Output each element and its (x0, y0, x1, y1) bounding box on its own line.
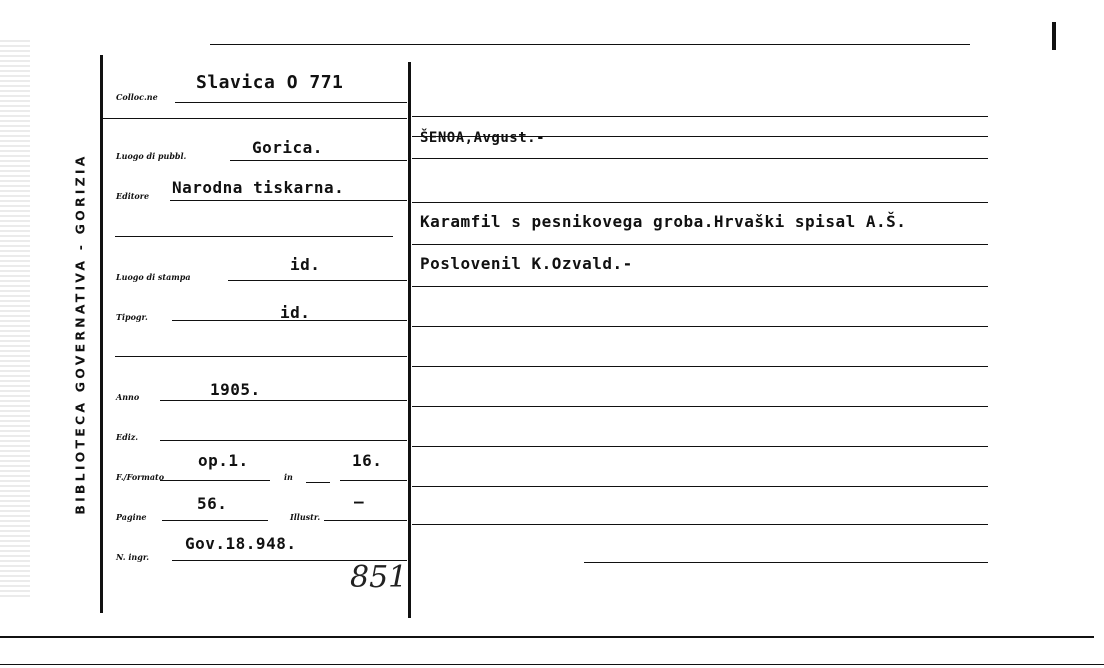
editore-label: Editore (116, 191, 150, 201)
n-ingr-value: Gov.18.948. (185, 534, 297, 553)
rule-editore (170, 200, 407, 201)
title-line-1: Karamfil s pesnikovega groba.Hrvaški spisal A.Š. (420, 212, 907, 231)
formato-value: op.1. (198, 451, 249, 470)
author: ŠENOA,Avgust.- (420, 130, 546, 146)
rule-formato-in (306, 482, 330, 483)
formato-in-value: 16. (352, 451, 383, 470)
bottom-edge-line (0, 664, 1104, 665)
scan-edge-shadow (0, 40, 30, 600)
collocazione-label: Colloc.ne (116, 92, 158, 102)
editore-value: Narodna tiskarna. (172, 178, 345, 197)
top-line (210, 44, 970, 45)
luogo-stampa-label: Luogo di stampa (116, 272, 191, 282)
rule-tipogr (172, 320, 407, 321)
rule-right-10 (412, 446, 988, 447)
rule-pagine (162, 520, 268, 521)
rule-right-8 (412, 366, 988, 367)
rule-right-2 (412, 136, 988, 137)
formato-label: F./Formato (116, 472, 165, 482)
illustr-value: — (354, 492, 365, 511)
rule-right-11 (412, 486, 988, 487)
n-ingr-label: N. ingr. (116, 552, 150, 562)
rule-right-6 (412, 286, 988, 287)
bottom-line (0, 636, 1094, 638)
handwritten-number: 851 (350, 560, 408, 595)
luogo-pubbl-value: Gorica. (252, 138, 323, 157)
library-stamp-text: BIBLIOTECA GOVERNATIVA - GORIZIA (72, 153, 88, 515)
title-line-2: Poslovenil K.Ozvald.- (420, 254, 633, 273)
rule-ediz (160, 440, 407, 441)
anno-value: 1905. (210, 380, 261, 399)
tipogr-label: Tipogr. (116, 312, 148, 322)
luogo-pubbl-label: Luogo di pubbl. (116, 151, 187, 161)
left-column-line (100, 55, 103, 613)
rule-anno (160, 400, 407, 401)
middle-column-line (408, 62, 411, 618)
luogo-stampa-value: id. (290, 255, 321, 274)
pagine-label: Pagine (116, 512, 147, 522)
anno-label: Anno (116, 392, 140, 402)
pagine-value: 56. (197, 494, 228, 513)
rule-right-5 (412, 244, 988, 245)
right-edge-mark (1052, 22, 1056, 50)
rule-tipogr-b (115, 356, 407, 357)
rule-right-12 (412, 524, 988, 525)
illustr-label: Illustr. (290, 512, 321, 522)
rule-right-1 (412, 116, 988, 117)
rule-collocazione (175, 102, 407, 103)
rule-right-3 (412, 158, 988, 159)
rule-collocazione-b (103, 118, 407, 119)
rule-formato-in-b (340, 480, 407, 481)
rule-luogo-pubbl (230, 160, 407, 161)
rule-illustr (324, 520, 407, 521)
ediz-label: Ediz. (116, 432, 139, 442)
collocazione-value: Slavica O 771 (196, 72, 344, 93)
tipogr-value: id. (280, 303, 311, 322)
rule-formato (160, 480, 270, 481)
rule-luogo-stampa (228, 280, 407, 281)
rule-right-7 (412, 326, 988, 327)
rule-editore-b (115, 236, 393, 237)
rule-right-4 (412, 202, 988, 203)
rule-right-9 (412, 406, 988, 407)
formato-in-label: in (284, 472, 293, 482)
rule-right-13 (584, 562, 988, 563)
